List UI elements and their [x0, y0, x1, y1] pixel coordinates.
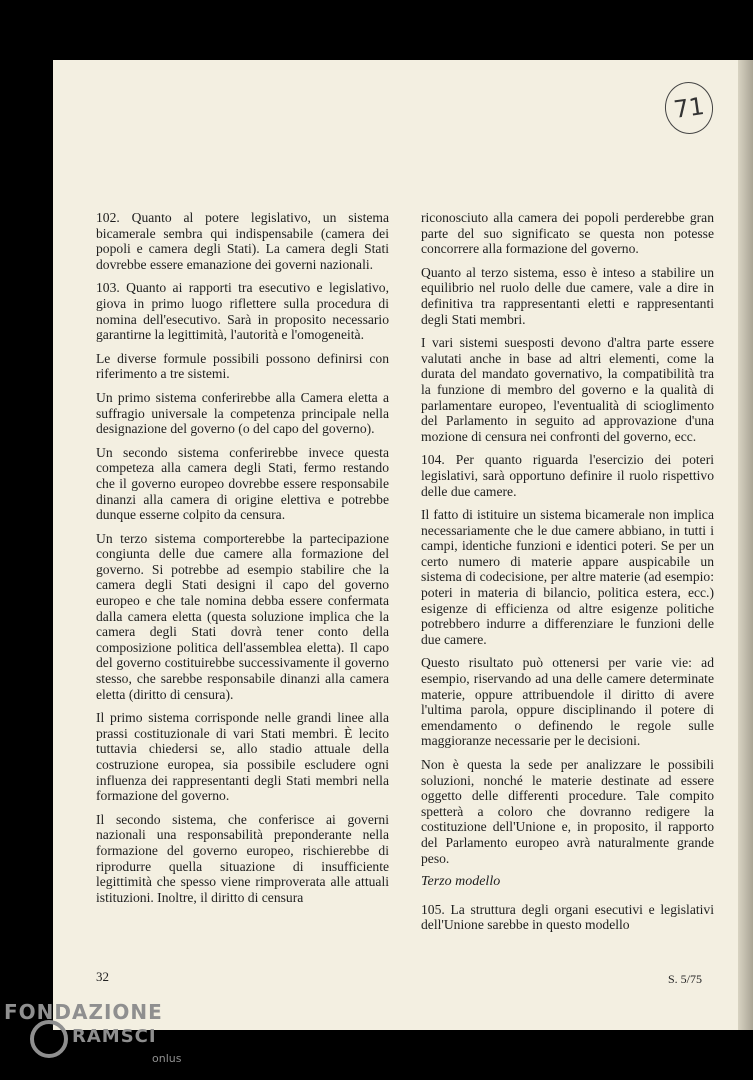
- paragraph: Un primo sistema conferirebbe alla Camera eletta a suffragio universale la competenza principale nella designazione del governo (o del capo del governo).: [96, 389, 389, 437]
- watermark-line2: RAMSCI: [72, 1026, 157, 1047]
- page-edge: [738, 60, 753, 1030]
- paragraph: I vari sistemi suesposti devono d'altra parte essere valutati anche in base ad altri elementi, come la durata del mandato governativo, la compatibilità tra la funzione di membro del governo e la qualità di parlamentare europeo, l'eventualità di scioglimento del Parlamento in seguito ad approvazione d'una mozione di censura nei confronti del governo, ecc.: [421, 335, 714, 444]
- left-column: [96, 210, 389, 913]
- paragraph-103: 103. Quanto ai rapporti tra esecutivo e legislativo, giova in primo luogo riflettere sulla procedura di nomina dell'esecutivo. Sarà in proposito necessario garantirne la legittimità, l'autorità e l'omogeneità.: [96, 280, 389, 343]
- watermark-line1: FONDAZIONE: [4, 1000, 163, 1024]
- watermark-line3: onlus: [152, 1052, 182, 1065]
- watermark-g-icon: [30, 1020, 68, 1058]
- archive-stamp: [662, 79, 717, 137]
- paragraph: Il primo sistema corrisponde nelle grandi linee alla prassi costituzionale di vari Stati membri. È lecito tuttavia chiedersi se, allo stadio attuale della costruzione europea, sia possibile escludere ogni influenza dei rappresentanti degli Stati membri nella formazione del governo.: [96, 710, 389, 804]
- paragraph: Il secondo sistema, che conferisce ai governi nazionali una responsabilità preponderante nella formazione del governo europeo, rischierebbe di riprodurre quella situazione di insufficiente legittimità che spesso viene rimproverata alle attuali istituzioni. Inoltre, il diritto di censura: [96, 811, 389, 905]
- paragraph: Il fatto di istituire un sistema bicamerale non implica necessariamente che le due camere abbiano, in tutti i campi, identiche funzioni e identici poteri. Se per un certo numero di materie appare auspicabile un sistema di codecisione, per altre materie (ad esempio: poteri in materia di bilancio, politica estera, ecc.) esigenze di efficienza od altre esigenze politiche potrebbero indurre a differenziare le funzioni delle due camere.: [421, 507, 714, 647]
- paragraph: Un secondo sistema conferirebbe invece questa competeza alla camera degli Stati, fermo restando che il governo europeo dovrebbe essere responsabile dinanzi alla camera di origine elettiva e potrebbe dunque esserne colpito da censura.: [96, 444, 389, 523]
- section-heading: Terzo modello: [421, 874, 501, 890]
- paragraph: Quanto al terzo sistema, esso è inteso a stabilire un equilibrio nel ruolo delle due camere, vale a dire in definitiva tra rappresentanti eletti e rappresentanti degli Stati membri.: [421, 264, 714, 327]
- paragraph: Le diverse formule possibili possono definirsi con riferimento a tre sistemi.: [96, 350, 389, 382]
- paragraph: Non è questa la sede per analizzare le possibili soluzioni, nonché le materie destinate ad essere oggetto delle differenti procedure. Tale compito spetterà a coloro che dovranno redigere la costituzione dell'Unione e, in proposito, il rapporto del Parlamento europeo avrà naturalmente grande peso.: [421, 757, 714, 866]
- document-page: [53, 60, 741, 1030]
- paragraph: Questo risultato può ottenersi per varie vie: ad esempio, riservando ad una delle camere determinate materie, oppure attribuendole il diritto di avere l'ultima parola, oppure disciplinando il potere di emendamento o definendo le regole sulle maggioranze necessarie per le decisioni.: [421, 655, 714, 749]
- stamp-number: 71: [671, 92, 707, 124]
- watermark-logo: [0, 1000, 200, 1080]
- paragraph-102: 102. Quanto al potere legislativo, un sistema bicamerale sembra qui indispensabile (camera dei popoli e camera degli Stati). La camera degli Stati dovrebbe essere emanazione dei governi nazionali.: [96, 210, 389, 272]
- page-number: 32: [96, 969, 109, 984]
- paragraph-104: 104. Per quanto riguarda l'esercizio dei poteri legislativi, sarà opportuno definire il ruolo rispettivo delle due camere.: [421, 452, 714, 499]
- document-code: S. 5/75: [668, 972, 703, 986]
- paragraph: riconosciuto alla camera dei popoli perderebbe gran parte del suo significato se questa non potesse concorrere alla formazione del governo.: [421, 210, 714, 257]
- paragraph: Un terzo sistema comporterebbe la partecipazione congiunta delle due camere alla formazione del governo. Si potrebbe ad esempio stabilire che la camera degli Stati designi il capo del governo europeo e che tale nomina debba essere confermata dalla camera eletta (questa soluzione implica che la camera degli Stati dovrà tener conto della composizione politica dell'assemblea eletta). Il capo del governo costituirebbe successivamente il governo stesso, che sarebbe responsabile dinanzi alla camera eletta (diritto di censura).: [96, 530, 389, 702]
- paragraph-105: 105. La struttura degli organi esecutivi e legislativi dell'Unione sarebbe in questo modello: [421, 901, 714, 933]
- right-column: [421, 210, 714, 941]
